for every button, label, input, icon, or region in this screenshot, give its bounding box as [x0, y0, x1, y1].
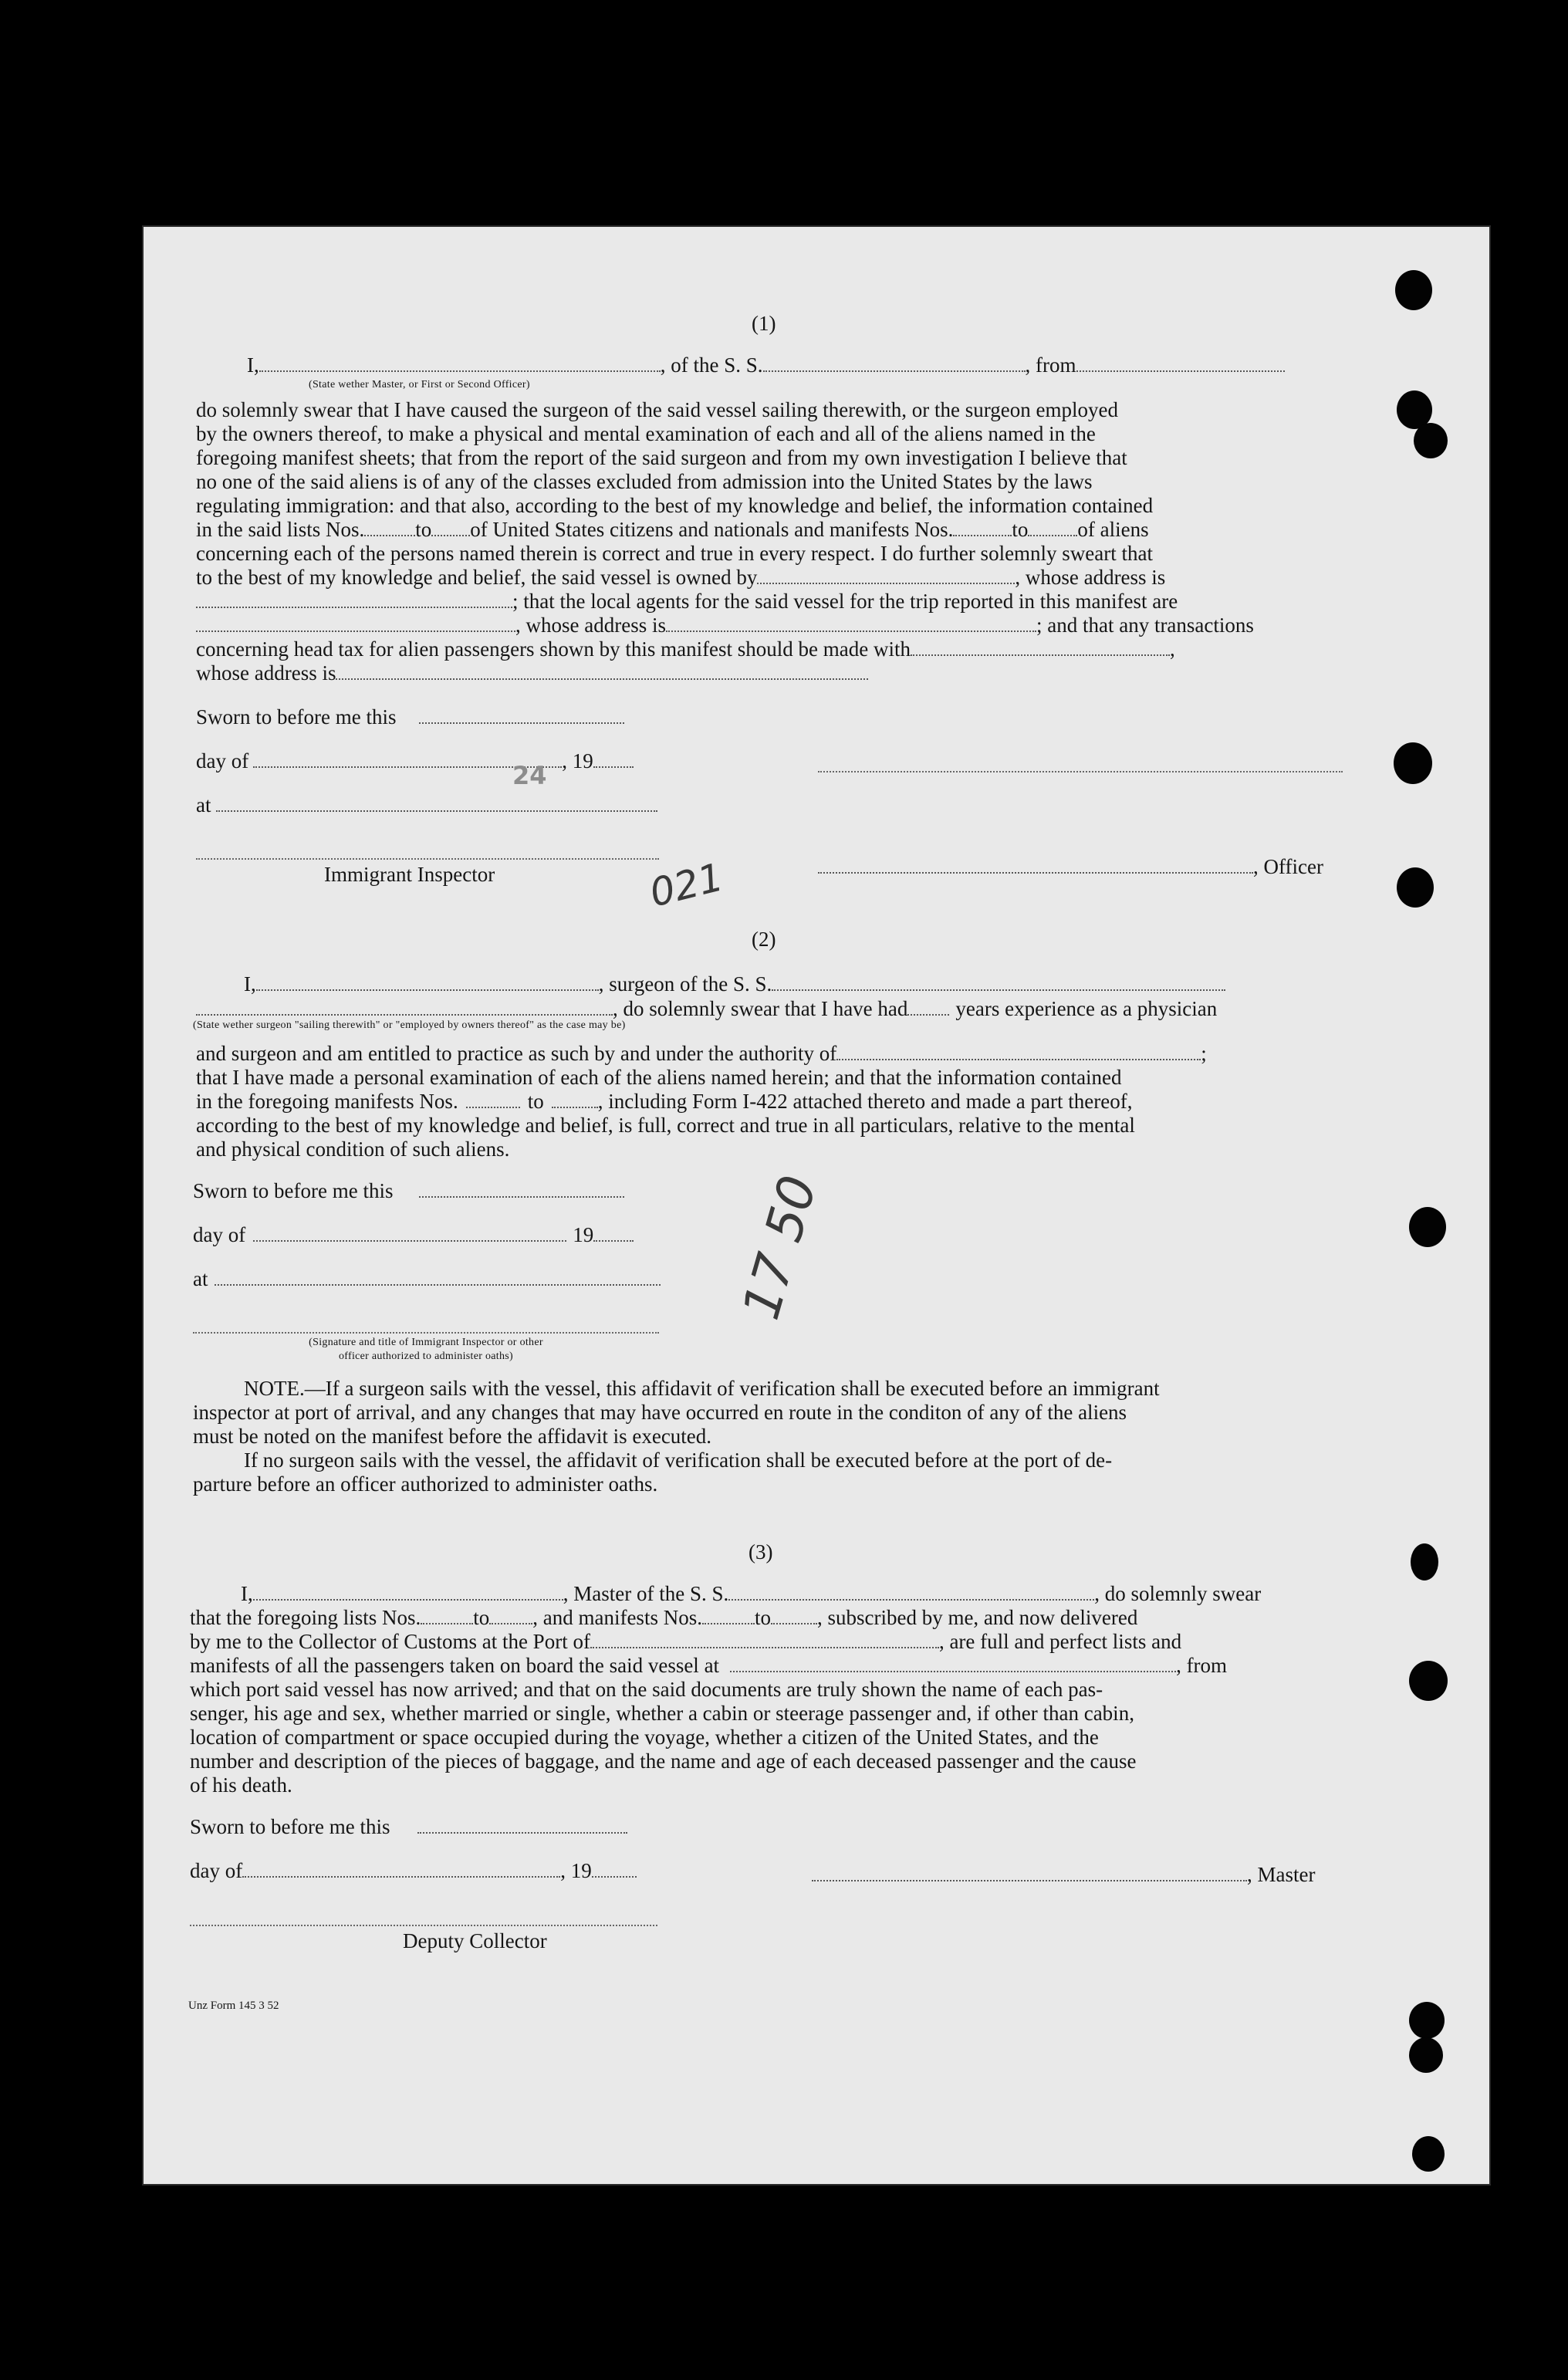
binder-hole: [1397, 867, 1434, 908]
s2-line-authority: and surgeon and am entitled to practice as such by and under the authority of ;: [196, 1042, 1207, 1065]
s2-day-of: day of 19: [193, 1223, 634, 1247]
s1-line-concerning: concerning each of the persons named therein is correct and true in every respect. I do further solemnly sweart that: [196, 542, 1154, 565]
s3-body-0: which port said vessel has now arrived; and that on the said documents are truly shown the name of each pas-: [190, 1678, 1103, 1701]
s1-inspector-label: Immigrant Inspector: [324, 863, 495, 886]
s3-body-1: senger, his age and sex, whether married or single, whether a cabin or steerage passenger and, if other than cabin,: [190, 1702, 1134, 1725]
s2-line-2: , do solemnly swear that I have had years experience as a physician: [196, 997, 1217, 1021]
s2-body-1: and physical condition of such aliens.: [196, 1138, 510, 1161]
s2-at: at: [193, 1267, 661, 1291]
s1-at: at: [196, 793, 657, 817]
form-footer: Unz Form 145 3 52: [188, 2000, 279, 2012]
s1-line-lists: in the said lists Nos. to of United States citizens and nationals and manifests Nos. to of aliens: [196, 518, 1149, 541]
s2-line-1: I, , surgeon of the S. S.: [244, 972, 1225, 996]
s1-day-of: day of , 19: [196, 749, 634, 773]
s2-caption: (State wether surgeon "sailing therewith" or "employed by owners thereof" as the case may be): [193, 1019, 626, 1031]
handwritten-mark-2: 17 50: [731, 1169, 829, 1326]
handwritten-mark-1: 021: [645, 854, 728, 916]
section-1-number: (1): [752, 312, 776, 335]
s3-deputy-label: Deputy Collector: [403, 1929, 547, 1952]
s2-note-1: inspector at port of arrival, and any changes that may have occurred en route in the conditon of any of the aliens: [193, 1401, 1127, 1424]
s1-body-2: foregoing manifest sheets; that from the report of the said surgeon and from my own investigation I believe that: [196, 446, 1127, 469]
section-3-number: (3): [749, 1540, 773, 1564]
s1-line-headtax: concerning head tax for alien passengers shown by this manifest should be made with ,: [196, 637, 1175, 661]
s3-body-3: number and description of the pieces of baggage, and the name and age of each deceased passenger and the cause: [190, 1750, 1137, 1773]
s1-line-address: , whose address is ; and that any transactions: [196, 614, 1254, 637]
binder-hole: [1411, 1543, 1438, 1580]
s1-officer-label: , Officer: [818, 855, 1323, 879]
handwritten-mark-3: 24: [512, 761, 547, 790]
s3-sworn: Sworn to before me this: [190, 1815, 627, 1839]
binder-hole: [1395, 270, 1432, 310]
s2-signature-line: [193, 1332, 659, 1334]
s2-sig-caption-1: (Signature and title of Immigrant Inspector or other: [309, 1337, 543, 1348]
s3-body-4: of his death.: [190, 1773, 292, 1797]
s2-note-0: NOTE.—If a surgeon sails with the vessel, this affidavit of verification shall be executed before an immigrant: [244, 1377, 1160, 1400]
manifest-affidavit-page: [144, 227, 1489, 2184]
section-2-number: (2): [752, 928, 776, 951]
s2-note-2: must be noted on the manifest before the affidavit is executed.: [193, 1425, 712, 1448]
s3-line-4: manifests of all the passengers taken on board the said vessel at , from: [190, 1654, 1228, 1677]
s1-body-3: no one of the said aliens is of any of the classes excluded from admission into the United States by the laws: [196, 470, 1093, 493]
binder-hole: [1409, 2002, 1445, 2039]
s2-sig-caption-2: officer authorized to administer oaths): [338, 1351, 514, 1362]
s3-body-2: location of compartment or space occupied during the voyage, whether a citizen of the United States, and the: [190, 1726, 1099, 1749]
binder-hole: [1394, 742, 1432, 784]
s2-note-4: parture before an officer authorized to administer oaths.: [193, 1472, 658, 1496]
s1-line-owned: to the best of my knowledge and belief, the said vessel is owned by , whose address is: [196, 566, 1166, 589]
binder-hole: [1414, 423, 1448, 458]
s1-line-whose: whose address is: [196, 661, 868, 685]
s1-line-1: I, , of the S. S. , from: [247, 353, 1285, 377]
s1-body-1: by the owners thereof, to make a physical and mental examination of each and all of the aliens named in the: [196, 422, 1096, 445]
binder-hole: [1409, 1207, 1446, 1247]
s2-note-3: If no surgeon sails with the vessel, the affidavit of verification shall be executed before at the port of de-: [244, 1449, 1113, 1472]
s1-inspector-signature-line: [196, 858, 659, 860]
s2-sworn: Sworn to before me this: [193, 1179, 624, 1203]
binder-hole: [1412, 2136, 1445, 2172]
s1-body-0: do solemnly swear that I have caused the surgeon of the said vessel sailing therewith, or the surgeon employed: [196, 398, 1118, 421]
s2-line-manifests: in the foregoing manifests Nos. to , including Form I-422 attached thereto and made a part thereof,: [196, 1090, 1133, 1113]
s3-line-3: by me to the Collector of Customs at the Port of , are full and perfect lists and: [190, 1630, 1182, 1653]
s3-deputy-signature-line: [190, 1925, 657, 1926]
s2-line-exam: that I have made a personal examination of each of the aliens named herein; and that the information contained: [196, 1066, 1122, 1089]
s3-line-1: I, , Master of the S. S. , do solemnly swear: [241, 1582, 1262, 1605]
s3-master: , Master: [812, 1863, 1315, 1887]
s1-caption: (State wether Master, or First or Second Officer): [309, 379, 530, 390]
binder-hole: [1409, 2037, 1443, 2073]
s1-line-agents: ; that the local agents for the said vessel for the trip reported in this manifest are: [196, 590, 1178, 614]
binder-hole: [1409, 1661, 1448, 1701]
s1-body-4: regulating immigration: and that also, according to the best of my knowledge and belief, the information contained: [196, 494, 1154, 517]
s1-sworn: Sworn to before me this: [196, 705, 624, 729]
s3-line-2: that the foregoing lists Nos. to , and manifests Nos. to , subscribed by me, and now delivered: [190, 1606, 1138, 1629]
s1-officer-signature-line: [818, 771, 1343, 772]
s2-body-0: according to the best of my knowledge and belief, is full, correct and true in all particulars, relative to the mental: [196, 1114, 1135, 1137]
s3-day-of: day of , 19: [190, 1859, 637, 1883]
